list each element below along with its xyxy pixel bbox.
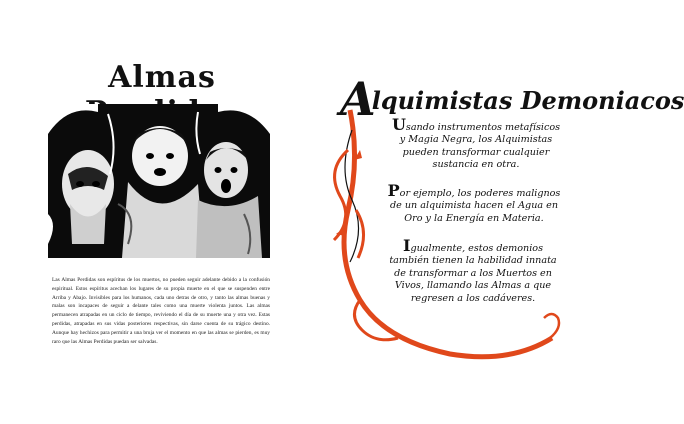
alchemist-paragraph-3: [382, 236, 564, 305]
alchemist-paragraph-1: [388, 115, 564, 172]
right-page-title-initial: A: [340, 72, 376, 126]
left-page-body: Las Almas Perdidas son espíritus de los muertos, no pueden seguir adelante debido a la confusión espiritual. Estos espíritus acechan los lugares de su propia muerte en el que se suspenden entre Arriba y Abajo. Invisibles para los humanos, cada uno detras de otro, y tanto las almas buenas y malas son incapaces de seguir a delante tales como una muerte violenta juntos. Las almas permanecen atrapadas en un ciclo de tiempo, reviviendo el día de su muerte una y otra vez. Estas perdidas, atrapadas en sus vidas posteriores respectivas, sin darse cuenta de su trágico destino. Aunque hay hechizos para permitir a una bruja ver el momento en que las almas se pierden, es muy raro que las Almas Perdidas puedan ser salvadas.: [52, 277, 270, 345]
left-page-title: Almas: [108, 60, 216, 95]
lost-souls-illustration: [48, 104, 270, 258]
paragraph-3-text: gualmente, estos demonios también tienen la habilidad innata de transformar a los Muertos en Vivos, llamando las Almas a que regresen a los cadáveres.: [389, 243, 557, 304]
right-page-title-rest: lquimistas Demoniacos: [371, 86, 684, 115]
drop-cap-2: P: [387, 181, 400, 200]
alchemist-paragraph-2: [384, 181, 564, 225]
drop-cap-1: U: [391, 115, 406, 134]
drop-cap-3: I: [402, 236, 411, 255]
left-page: [0, 0, 300, 424]
paragraph-2-text: or ejemplo, los poderes malignos de un alquimista hacen el Agua en Oro y la Energía en Materia.: [389, 188, 561, 224]
right-page-title: [340, 66, 684, 126]
paragraph-1-text: sando instrumentos metafísicos y Magia Negra, los Alquimistas pueden transformar cualquier sustancia en otra.: [399, 122, 561, 171]
right-page: [300, 0, 684, 424]
